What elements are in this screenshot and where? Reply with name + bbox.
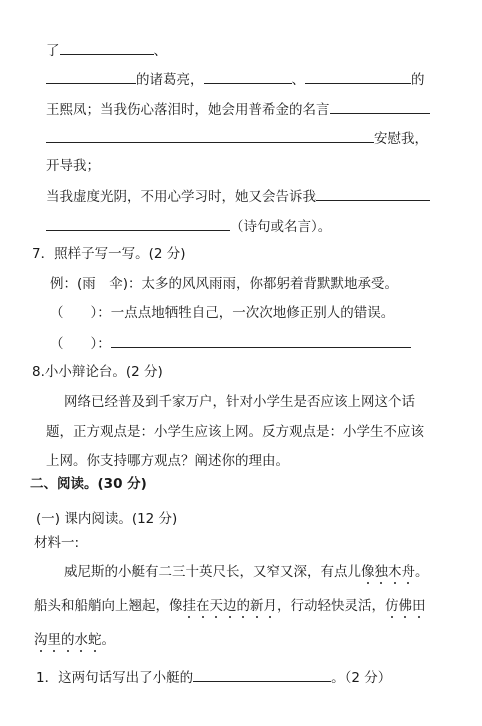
text: 安慰我， bbox=[374, 131, 428, 147]
text: 当我虚度光阴，不用心学习时，她又会告诉我 bbox=[46, 189, 316, 205]
answer-blank[interactable] bbox=[111, 333, 411, 348]
text: 了 bbox=[46, 43, 60, 59]
reading-line-1 bbox=[64, 563, 429, 581]
q8-title: 8.小小辩论台。(2 分) bbox=[32, 364, 163, 380]
fill-line-7 bbox=[46, 216, 331, 236]
material-label: 材料一: bbox=[34, 535, 80, 551]
answer-blank[interactable] bbox=[316, 186, 430, 201]
answer-blank[interactable] bbox=[46, 216, 230, 231]
text: 。 bbox=[101, 632, 115, 648]
text: 的诸葛亮， bbox=[136, 72, 204, 88]
text: ：一点点地牺牲自己，一次次地修正别人的错误。 bbox=[97, 305, 395, 321]
answer-blank[interactable] bbox=[330, 99, 430, 114]
answer-blank[interactable] bbox=[46, 128, 374, 143]
subsection-title: (一) 课内阅读。(12 分) bbox=[36, 511, 178, 527]
q7-example: 例：(雨 伞)：太多的风风雨雨，你都躬着背默默地承受。 bbox=[50, 276, 399, 292]
paren-blank[interactable]: （ ） bbox=[50, 305, 98, 321]
fill-line-5: 开导我； bbox=[46, 158, 100, 174]
q8-paragraph-line: 上网。你支持哪方观点？阐述你的理由。 bbox=[46, 453, 289, 469]
answer-blank[interactable] bbox=[193, 667, 331, 682]
q8-paragraph-line: 网络已经普及到千家万户，针对小学生是否应该上网这个话 bbox=[64, 394, 415, 410]
text: （诗句或名言）。 bbox=[230, 219, 332, 235]
text: 王熙凤；当我伤心落泪时，她会用普希金的名言 bbox=[46, 102, 330, 118]
q7-item-2 bbox=[50, 333, 411, 353]
answer-blank[interactable] bbox=[60, 40, 154, 55]
paren-blank[interactable]: （ ） bbox=[50, 336, 98, 352]
text: ： bbox=[97, 336, 111, 352]
fill-line-6 bbox=[46, 186, 430, 206]
q7-title: 7．照样子写一写。(2 分) bbox=[32, 246, 186, 262]
text: 1．这两句话写出了小艇的 bbox=[36, 670, 194, 686]
text: ，行动轻快灵活， bbox=[277, 598, 385, 614]
dotted-text: 挂在天边的新月 bbox=[182, 598, 277, 614]
text: 船头和船艄向上翘起，像 bbox=[34, 598, 183, 614]
answer-blank[interactable] bbox=[46, 69, 136, 84]
q8-paragraph-line: 题，正方观点是：小学生应该上网。反方观点是：小学生不应该 bbox=[46, 424, 424, 440]
fill-line-3 bbox=[46, 99, 430, 119]
text: 威尼斯的小艇有二三十英尺长，又窄又深，有点儿 bbox=[64, 564, 361, 580]
reading-question-1 bbox=[36, 667, 391, 687]
section-2-title: 二、阅读。(30 分) bbox=[30, 476, 147, 492]
reading-line-2 bbox=[34, 597, 426, 615]
answer-blank[interactable] bbox=[204, 69, 292, 84]
answer-blank[interactable] bbox=[305, 69, 411, 84]
dotted-text: 仿佛田 bbox=[385, 598, 426, 614]
fill-line-2 bbox=[46, 69, 425, 89]
text: 。（2 分） bbox=[331, 670, 392, 686]
fill-line-1 bbox=[46, 40, 167, 60]
fill-line-4 bbox=[46, 128, 428, 148]
text: 的 bbox=[411, 72, 425, 88]
text: 、 bbox=[291, 72, 305, 88]
q7-item-1 bbox=[50, 304, 394, 322]
text: 、 bbox=[153, 43, 167, 59]
dotted-text: 像独木舟 bbox=[361, 564, 415, 580]
dotted-text: 沟里的水蛇 bbox=[34, 632, 102, 648]
text: 。 bbox=[415, 564, 429, 580]
reading-line-3 bbox=[34, 631, 115, 649]
